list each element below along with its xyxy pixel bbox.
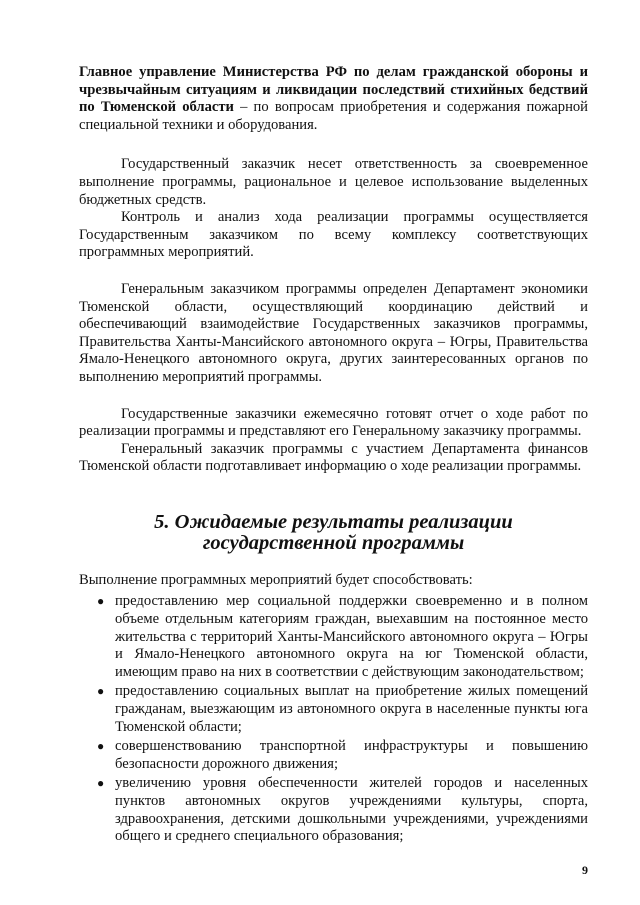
intro-bold-org-name: Главное управление Министерства РФ по делам гражданской обороны и чрезвычайным ситуациям и ликвидации последствий стихийных бедствий по Тюменской области (79, 64, 588, 116)
page-number: 9 (582, 863, 588, 877)
paragraph-responsibility: Государственный заказчик несет ответственность за своевременное выполнение программы, рациональное и целевое использование выделенных бюджетных средств. (79, 156, 588, 208)
list-item-text: предоставлению социальных выплат на приобретение жилых помещений гражданам, выезжающим из автономного округа в населенные пункты юга Тюменской области; (115, 683, 588, 735)
list-item (79, 593, 588, 681)
intro-paragraph (79, 64, 588, 134)
list-item (79, 775, 588, 845)
list-item-text: предоставлению мер социальной поддержки своевременно и в полном объеме отдельным категориям граждан, выехавшим на постоянное место жительства с территорий Ханты-Мансийского автономного округа – Югры и Ямало-Ненецкого автономного округа на юг Тюменской области, имеющим право на них в соответствии с действующим законодательством; (115, 593, 588, 680)
paragraph-control: Контроль и анализ хода реализации программы осуществляется Государственным заказчиком по всему комплексу соответствующих программных мероприятий. (79, 209, 588, 261)
bullet-icon: ● (97, 776, 105, 791)
intro-rest-text: – по вопросам приобретения и содержания пожарной специальной техники и оборудования. (79, 99, 588, 133)
results-list (79, 593, 588, 845)
bullet-icon: ● (97, 684, 105, 699)
list-item (79, 738, 588, 773)
paragraph-finance-info: Генеральный заказчик программы с участием Департамента финансов Тюменской области подготавливает информацию о ходе реализации программы. (79, 440, 588, 475)
list-item-text: совершенствованию транспортной инфраструктуры и повышению безопасности дорожного движения; (115, 738, 588, 772)
bullet-icon: ● (97, 739, 105, 754)
list-item (79, 683, 588, 736)
paragraph-monthly-report: Государственные заказчики ежемесячно готовят отчет о ходе работ по реализации программы и представляют его Генеральному заказчику программы. (79, 405, 588, 440)
section-lead: Выполнение программных мероприятий будет способствовать: (79, 571, 473, 588)
bullet-icon: ● (97, 594, 105, 609)
section-heading: 5. Ожидаемые результаты реализации государственной программы (154, 510, 513, 554)
list-item-text: увеличению уровня обеспеченности жителей городов и населенных пунктов автономных округов учреждениями культуры, спорта, здравоохранения, детскими дошкольными учреждениями, учреждениями общего и среднего специального образования; (115, 775, 588, 845)
paragraph-general-customer: Генеральным заказчиком программы определен Департамент экономики Тюменской области, осуществляющий координацию действий и обеспечивающий взаимодействие Государственных заказчиков программы, Правительства Ханты-Мансийского автономного округа – Югры, Правительства Ямало-Ненецкого автономного округа, других заинтересованных органов по выполнению мероприятий программы. (79, 280, 588, 385)
